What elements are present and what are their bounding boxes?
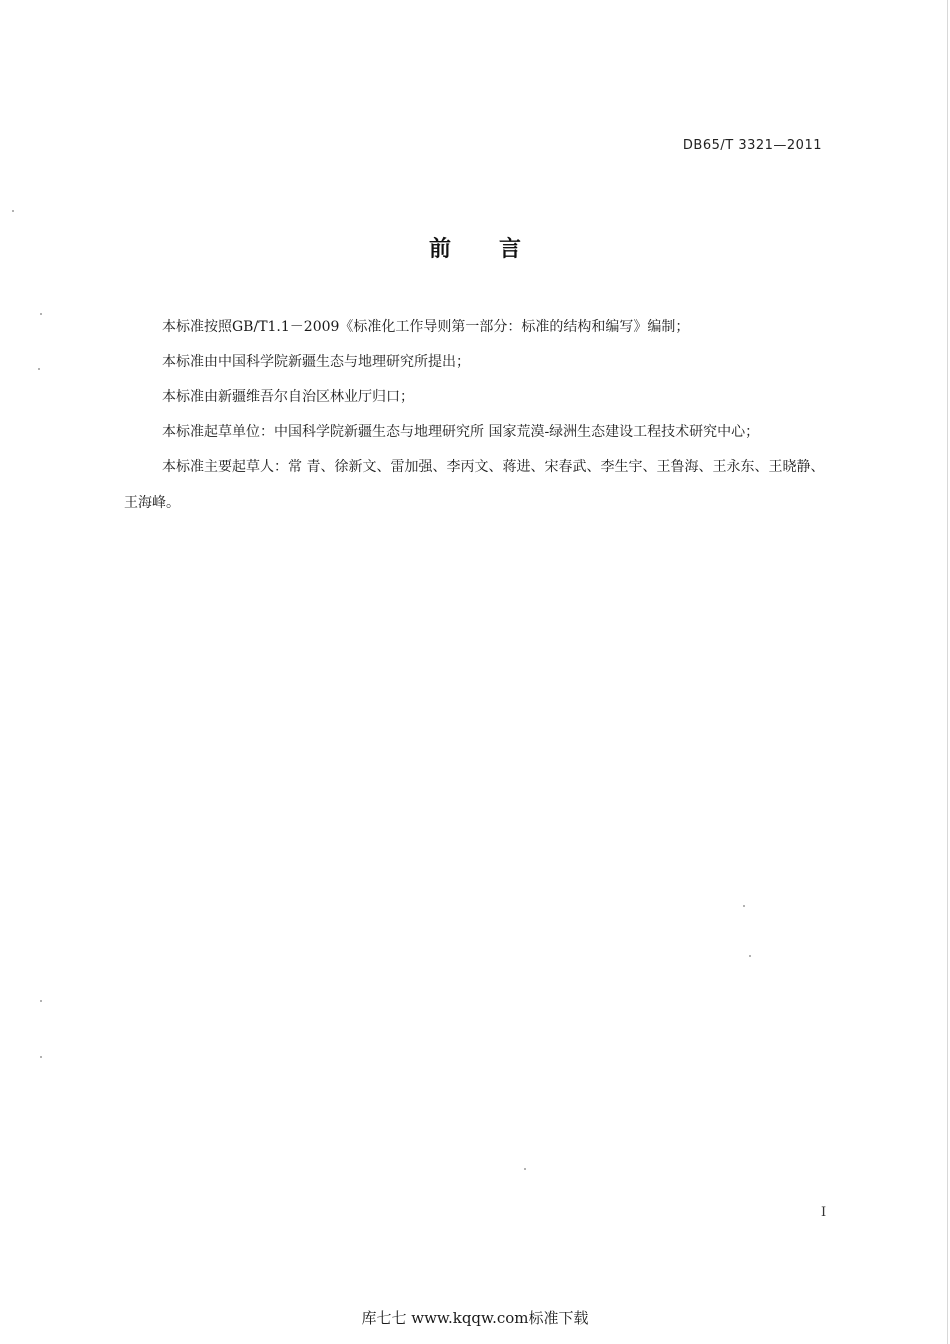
paragraph-administrator: 本标准由新疆维吾尔自治区林业厅归口；: [162, 389, 414, 405]
page-number: I: [821, 1205, 827, 1220]
scan-speck: [524, 1168, 526, 1170]
paragraph-proposer: 本标准由中国科学院新疆生态与地理研究所提出；: [162, 354, 470, 370]
paragraph-format: 本标准按照GB/T1.1－2009《标准化工作导则第一部分：标准的结构和编写》编制；: [162, 319, 690, 335]
standard-code: DB65/T 3321—2011: [682, 138, 822, 153]
page-title: 前言: [428, 237, 569, 262]
scan-speck: [38, 368, 40, 370]
paragraph-drafters: 本标准主要起草人：常 青、徐新文、雷加强、李丙文、蒋进、宋春武、李生宇、王鲁海、王永东、王晓静、王海峰。: [124, 459, 825, 511]
scan-speck: [12, 210, 14, 212]
footer-watermark: 库七七 www.kqqw.com标准下载: [361, 1309, 589, 1327]
scan-speck: [40, 1056, 42, 1058]
scan-speck: [743, 905, 745, 907]
paragraph-drafting-units: 本标准起草单位：中国科学院新疆生态与地理研究所 国家荒漠-绿洲生态建设工程技术研究中心；: [162, 424, 760, 440]
foreword-body: [124, 318, 830, 538]
scan-edge-line: [947, 0, 948, 1344]
scan-speck: [40, 1000, 42, 1002]
scan-speck: [40, 313, 42, 315]
scan-speck: [749, 955, 751, 957]
